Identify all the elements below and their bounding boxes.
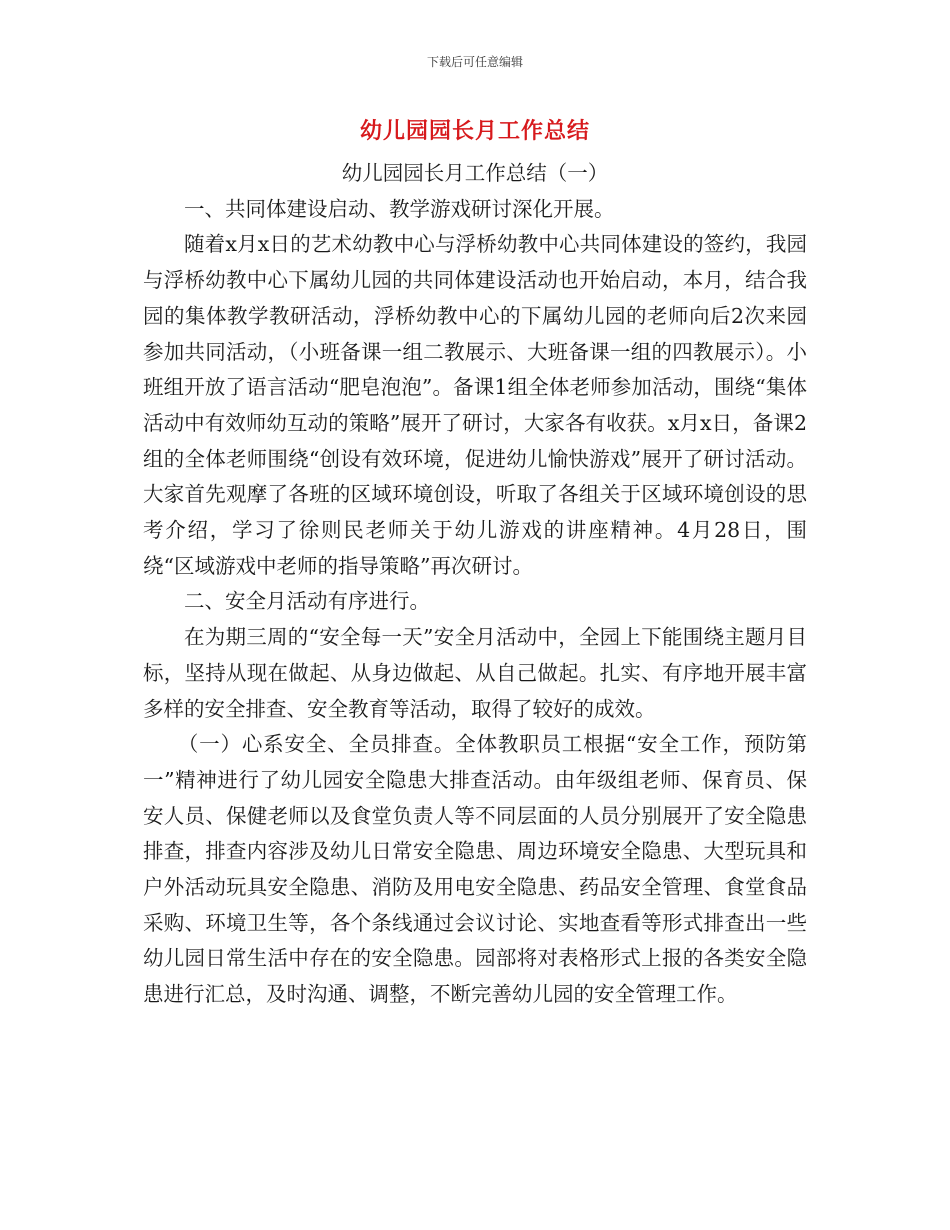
document-body <box>143 156 807 1013</box>
paragraph-community-building: 随着x月x日的艺术幼教中心与浮桥幼教中心共同体建设的签约，我园与浮桥幼教中心下属幼儿园的共同体建设活动也开始启动，本月，结合我园的集体教学教研活动，浮桥幼教中心的下属幼儿园的老师向后2次来园参加共同活动，（小班备课一组二教展示、大班备课一组的四教展示）。小班组开放了语言活动“肥皂泡泡”。备课1组全体老师参加活动，围绕“集体活动中有效师幼互动的策略”展开了研讨，大家各有收获。x月x日，备课2组的全体老师围绕“创设有效环境，促进幼儿愉快游戏”展开了研讨活动。大家首先观摩了各班的区域环境创设，听取了各组关于区域环境创设的思考介绍，学习了徐则民老师关于幼儿游戏的讲座精神。4月28日，围绕“区域游戏中老师的指导策略”再次研讨。 <box>143 232 807 578</box>
section-heading-1: 一、共同体建设启动、教学游戏研讨深化开展。 <box>184 196 615 221</box>
header-note: 下载后可任意编辑 <box>426 55 523 69</box>
paragraph-safety-inspection: （一）心系安全、全员排查。全体教职员工根据“安全工作，预防第一”精神进行了幼儿园安全隐患大排查活动。由年级组老师、保育员、保安人员、保健老师以及食堂负责人等不同层面的人员分别展开了安全隐患排查，排查内容涉及幼儿日常安全隐患、周边环境安全隐患、大型玩具和户外活动玩具安全隐患、消防及用电安全隐患、药品安全管理、食堂食品采购、环境卫生等，各个条线通过会议讨论、实地查看等形式排查出一些幼儿园日常生活中存在的安全隐患。园部将对表格形式上报的各类安全隐患进行汇总，及时沟通、调整，不断完善幼儿园的安全管理工作。 <box>143 732 807 1007</box>
document-subtitle: 幼儿园园长月工作总结（一） <box>341 161 609 185</box>
paragraph-safety-month: 在为期三周的“安全每一天”安全月活动中，全园上下能围绕主题月目标，坚持从现在做起、从身边做起、从自己做起。扎实、有序地开展丰富多样的安全排查、安全教育等活动，取得了较好的成效。 <box>143 625 807 721</box>
document-title: 幼儿园园长月工作总结 <box>359 118 590 144</box>
section-heading-2: 二、安全月活动有序进行。 <box>184 589 430 614</box>
